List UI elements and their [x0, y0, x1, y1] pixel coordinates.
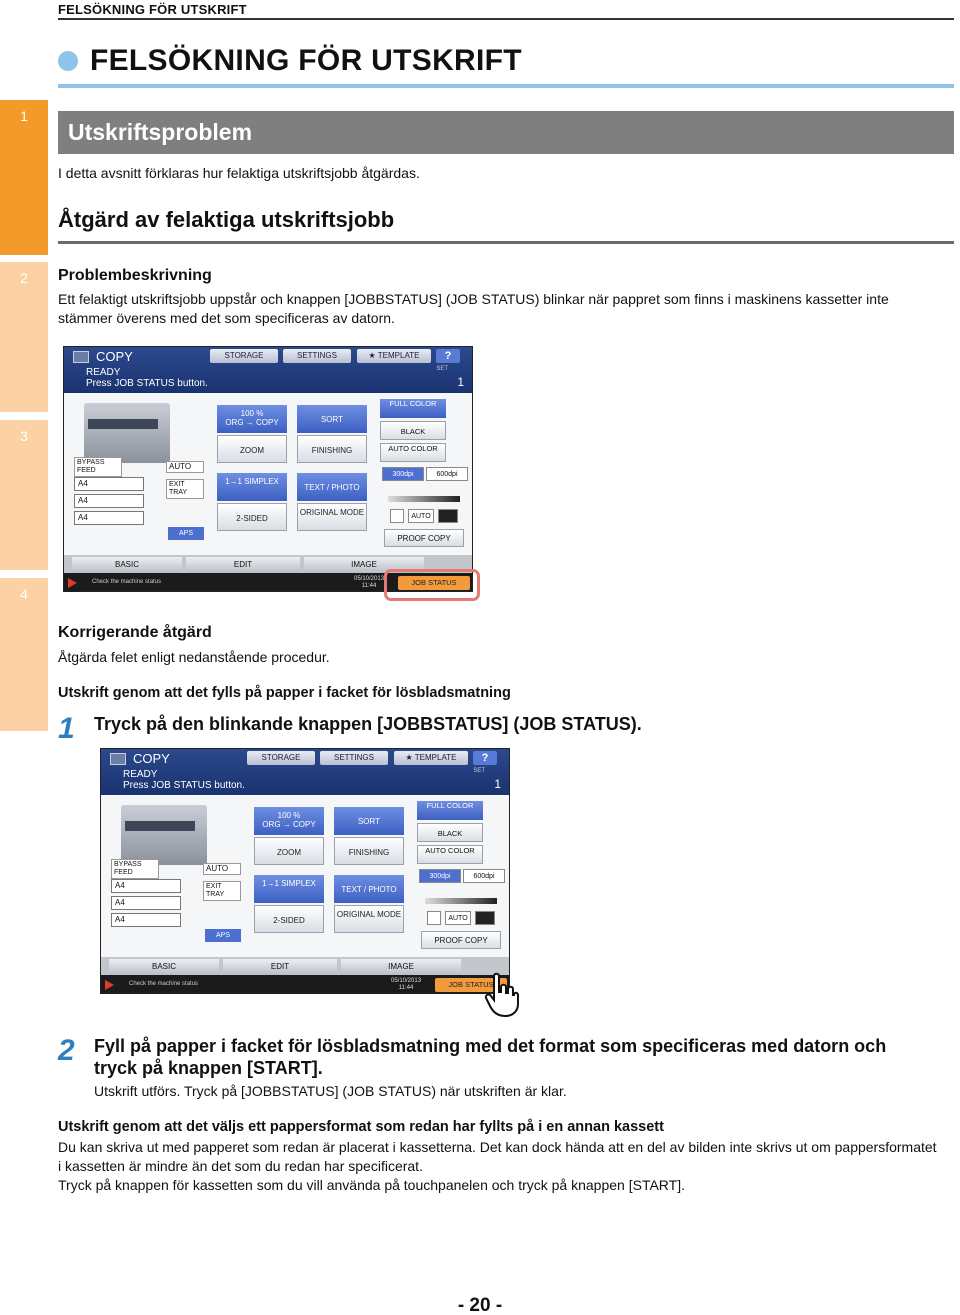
machine-illustration-detail: [125, 821, 195, 831]
set-label: SET: [473, 768, 485, 774]
panel-ready-message: [123, 769, 245, 791]
ratio-value: 100 %: [277, 811, 301, 820]
simplex-button[interactable]: 1→1 SIMPLEX: [254, 875, 324, 903]
panel-body: [101, 795, 509, 957]
subsection-title: Åtgärd av felaktiga utskriftsjobb: [58, 207, 395, 232]
panel-body: [64, 393, 472, 555]
bypass-feed-button[interactable]: BYPASS FEED: [74, 457, 122, 477]
panel-datetime: [354, 576, 384, 590]
storage-button[interactable]: STORAGE: [210, 349, 278, 363]
circle-bullet-icon: [58, 51, 78, 71]
template-label: TEMPLATE: [414, 753, 457, 762]
page-title: FELSÖKNING FÖR UTSKRIFT: [90, 44, 522, 77]
dpi-600-button[interactable]: 600dpi: [463, 869, 505, 883]
panel-ready-message: [86, 367, 208, 389]
panel-copy-label: COPY: [96, 349, 133, 364]
panel-header: [64, 347, 472, 393]
problem-heading: Problembeskrivning: [58, 267, 212, 284]
storage-button[interactable]: STORAGE: [247, 751, 315, 765]
zoom-button[interactable]: ZOOM: [254, 837, 324, 865]
zoom-button[interactable]: ZOOM: [217, 435, 287, 463]
title-rule: [58, 84, 954, 88]
exit-tray-button[interactable]: EXIT TRAY: [203, 881, 241, 901]
alert-play-icon: [68, 578, 77, 588]
panel-datetime: [391, 978, 421, 992]
density-darker-button[interactable]: [475, 911, 495, 925]
job-status-button[interactable]: JOB STATUS: [435, 978, 507, 992]
page-number: - 20 -: [457, 1295, 503, 1315]
side-tab-1[interactable]: [0, 100, 48, 255]
help-button[interactable]: ?: [473, 751, 497, 765]
tray-3-button[interactable]: A4: [111, 913, 181, 927]
corrective-text: Åtgärda felet enligt nedanstående procedur.: [58, 649, 330, 665]
text-photo-button[interactable]: TEXT / PHOTO: [297, 473, 367, 501]
two-sided-button[interactable]: 2-SIDED: [254, 905, 324, 933]
subsection-rule: [58, 241, 954, 244]
panel-time: 11:44: [361, 583, 377, 589]
proof-copy-button[interactable]: PROOF COPY: [384, 529, 464, 547]
text-photo-button[interactable]: TEXT / PHOTO: [334, 875, 404, 903]
auto-density-button[interactable]: AUTO: [445, 911, 471, 925]
finishing-button[interactable]: FINISHING: [334, 837, 404, 865]
step-2-note: Utskrift utförs. Tryck på [JOBBSTATUS] (JOB STATUS) när utskriften är klar.: [94, 1083, 567, 1099]
tab-image[interactable]: IMAGE: [341, 959, 461, 975]
density-slider[interactable]: [388, 496, 460, 502]
section-title: Utskriftsproblem: [58, 111, 954, 154]
org-copy-label: ORG → COPY: [225, 418, 279, 427]
copy-icon: [73, 351, 89, 363]
side-tab-label: 3: [20, 428, 28, 444]
tray-3-button[interactable]: A4: [74, 511, 144, 525]
settings-button[interactable]: SETTINGS: [320, 751, 388, 765]
help-button[interactable]: ?: [436, 349, 460, 363]
ready-label: READY: [86, 367, 121, 378]
simplex-button[interactable]: 1→1 SIMPLEX: [217, 473, 287, 501]
star-icon: ★: [368, 351, 378, 360]
side-tab-label: 2: [20, 270, 28, 286]
header-rule: [58, 18, 954, 20]
two-sided-button[interactable]: 2-SIDED: [217, 503, 287, 531]
tray-2-button[interactable]: A4: [74, 494, 144, 508]
job-status-button[interactable]: JOB STATUS: [398, 576, 470, 590]
ready-label: READY: [123, 769, 158, 780]
step-2-number: 2: [58, 1034, 75, 1067]
alert-play-icon: [105, 980, 114, 990]
cassette-text-1: Du kan skriva ut med papperet som redan är placerat i kassetterna. Det kan dock hända att en del av bilden inte skrivs ut om pappersformatet i kassetten är mindre än det som du redan har specificerat.: [58, 1139, 937, 1174]
machine-illustration: [121, 805, 207, 865]
template-button[interactable]: [357, 349, 431, 363]
template-button[interactable]: [394, 751, 468, 765]
panel-copy-label: COPY: [133, 751, 170, 766]
star-icon: ★: [405, 753, 415, 762]
auto-color-button[interactable]: AUTO COLOR: [380, 443, 446, 462]
machine-illustration-detail: [88, 419, 158, 429]
side-tab-label: 1: [20, 108, 28, 124]
side-tab-label: 4: [20, 586, 28, 602]
set-value: 1: [494, 777, 501, 791]
aps-button[interactable]: APS: [168, 527, 204, 540]
ratio-value: 100 %: [240, 409, 264, 418]
sort-button[interactable]: SORT: [334, 807, 404, 835]
full-color-button[interactable]: FULL COLOR: [417, 801, 483, 820]
copier-panel-2: [100, 748, 510, 994]
step-2-text: Fyll på papper i facket för lösbladsmatning med det format som specificeras med datorn och tryck på knappen [START].: [94, 1036, 887, 1078]
full-color-button[interactable]: FULL COLOR: [380, 399, 446, 418]
copy-icon: [110, 753, 126, 765]
panel-date: 05/10/2013: [391, 978, 422, 984]
status-message: Check the machine status: [92, 579, 162, 585]
panel-status-bar: [101, 975, 509, 994]
step-1-text: Tryck på den blinkande knappen [JOBBSTATUS] (JOB STATUS).: [94, 714, 642, 734]
cassette-text-2: Tryck på knappen för kassetten som du vill använda på touchpanelen och tryck på knappen [START].: [58, 1177, 685, 1193]
dpi-300-button[interactable]: 300dpi: [382, 467, 424, 481]
machine-illustration: [84, 403, 170, 463]
auto-tray-button[interactable]: AUTO: [203, 863, 241, 875]
side-tab-4[interactable]: [0, 578, 48, 731]
density-slider[interactable]: [425, 898, 497, 904]
density-lighter-button[interactable]: [427, 911, 441, 925]
tab-basic[interactable]: BASIC: [72, 557, 182, 573]
finishing-button[interactable]: FINISHING: [297, 435, 367, 463]
ratio-button[interactable]: [254, 807, 324, 835]
press-job-status-message: Press JOB STATUS button.: [86, 378, 208, 389]
template-label: TEMPLATE: [377, 351, 420, 360]
proof-copy-button[interactable]: PROOF COPY: [421, 931, 501, 949]
side-tab-3[interactable]: [0, 420, 48, 570]
copier-panel-1: [63, 346, 473, 592]
aps-button[interactable]: APS: [205, 929, 241, 942]
dpi-300-button[interactable]: 300dpi: [419, 869, 461, 883]
set-label: SET: [436, 366, 448, 372]
panel-date: 05/10/2013: [354, 576, 385, 582]
sort-button[interactable]: SORT: [297, 405, 367, 433]
section-intro: I detta avsnitt förklaras hur felaktiga utskriftsjobb åtgärdas.: [58, 165, 420, 181]
density-lighter-button[interactable]: [390, 509, 404, 523]
step-1-number: 1: [58, 712, 75, 745]
black-button[interactable]: BLACK: [417, 823, 483, 842]
cassette-heading: Utskrift genom att det väljs ett pappersformat som redan har fyllts på i en annan kassett: [58, 1119, 664, 1135]
tab-image[interactable]: IMAGE: [304, 557, 424, 573]
settings-button[interactable]: SETTINGS: [283, 349, 351, 363]
main-title-block: [58, 44, 522, 78]
org-copy-label: ORG → COPY: [262, 820, 316, 829]
ratio-button[interactable]: [217, 405, 287, 433]
exit-tray-button[interactable]: EXIT TRAY: [166, 479, 204, 499]
running-title: FELSÖKNING FÖR UTSKRIFT: [58, 2, 247, 17]
dpi-600-button[interactable]: 600dpi: [426, 467, 468, 481]
tab-basic[interactable]: BASIC: [109, 959, 219, 975]
original-mode-button[interactable]: ORIGINAL MODE: [334, 905, 404, 933]
panel-tabs: [101, 957, 509, 975]
problem-text: Ett felaktigt utskriftsjobb uppstår och knappen [JOBBSTATUS] (JOB STATUS) blinkar när pappret som finns i maskinens kassetter inte stämmer överens med det som specificeras av datorn.: [58, 291, 889, 326]
set-value: 1: [457, 375, 464, 389]
panel-header: [101, 749, 509, 795]
bypass-heading: Utskrift genom att det fylls på papper i facket för lösbladsmatning: [58, 685, 511, 701]
density-darker-button[interactable]: [438, 509, 458, 523]
auto-color-button[interactable]: AUTO COLOR: [417, 845, 483, 864]
tab-edit[interactable]: EDIT: [186, 557, 300, 573]
pointing-hand-icon: [484, 972, 520, 1018]
tab-edit[interactable]: EDIT: [223, 959, 337, 975]
press-job-status-message: Press JOB STATUS button.: [123, 780, 245, 791]
auto-density-button[interactable]: AUTO: [408, 509, 434, 523]
status-message: Check the machine status: [129, 981, 199, 987]
black-button[interactable]: BLACK: [380, 421, 446, 440]
corrective-heading: Korrigerande åtgärd: [58, 624, 212, 641]
tray-2-button[interactable]: A4: [111, 896, 181, 910]
original-mode-button[interactable]: ORIGINAL MODE: [297, 503, 367, 531]
side-tab-2[interactable]: [0, 262, 48, 412]
tray-1-button[interactable]: A4: [74, 477, 144, 491]
job-status-highlight: [384, 569, 480, 601]
panel-time: 11:44: [398, 985, 414, 991]
tray-1-button[interactable]: A4: [111, 879, 181, 893]
bypass-feed-button[interactable]: BYPASS FEED: [111, 859, 159, 879]
auto-tray-button[interactable]: AUTO: [166, 461, 204, 473]
